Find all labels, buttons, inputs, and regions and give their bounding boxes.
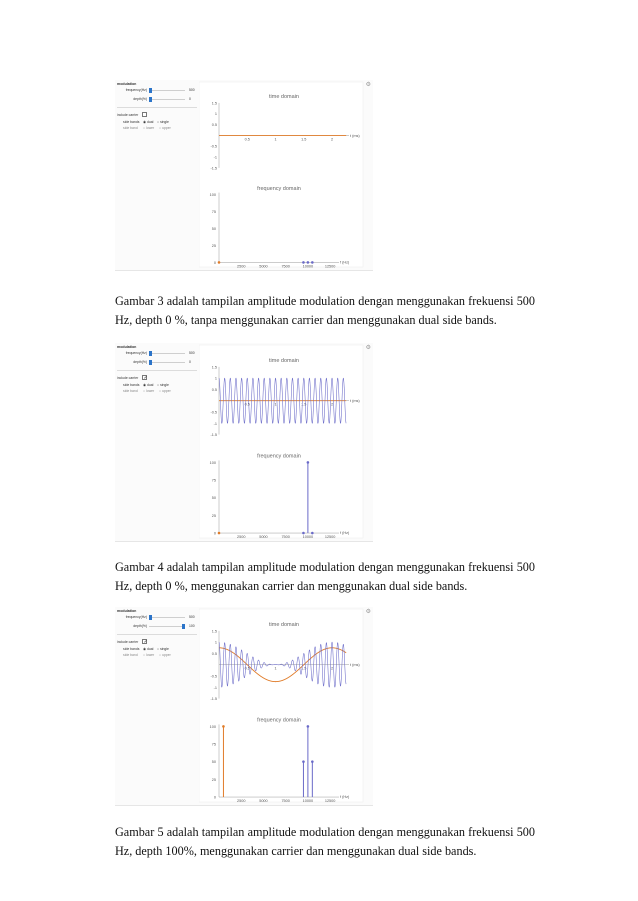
freq-x-tick-label: 12500: [324, 799, 336, 804]
plot-area: [199, 343, 373, 541]
plot-frame: [199, 82, 363, 267]
caption-figure-5: [115, 823, 535, 861]
frequency-row: [119, 351, 197, 356]
section-title: modulation: [117, 82, 137, 86]
frequency-row: [119, 615, 197, 620]
spectrum-stem-marker: [311, 760, 314, 763]
freq-y-tick-label: 25: [211, 513, 216, 518]
freq-x-tick-label: 5000: [259, 535, 268, 540]
sideband-label: side band: [123, 389, 138, 393]
sidebands-label: side bands: [123, 120, 140, 124]
depth-slider-knob[interactable]: [182, 624, 185, 629]
freq-y-tick-label: 25: [211, 243, 216, 248]
time-y-tick-label: -0.5: [210, 674, 217, 679]
time-x-tick-label: 1.5: [301, 666, 307, 671]
freq-y-tick-label: 75: [211, 742, 216, 747]
depth-label: depth(%): [133, 624, 147, 628]
time-y-tick-label: 0.5: [211, 651, 217, 656]
freq-x-tick-label: 7500: [281, 535, 290, 540]
time-y-tick-label: -1: [213, 155, 217, 160]
depth-value: 0: [189, 360, 191, 364]
time-y-tick-label: -0.5: [210, 410, 217, 415]
spectrum-stem-marker: [218, 261, 221, 264]
spectrum-stem-marker: [218, 532, 221, 535]
depth-slider-track[interactable]: [149, 626, 185, 627]
freq-x-tick-label: 2500: [236, 535, 246, 540]
sideband-single-label: single: [160, 647, 169, 651]
caption-line-2: Hz, depth 100%, menggunakan carrier dan menggunakan dual side bands.: [115, 844, 477, 858]
spectrum-stem-marker: [311, 532, 314, 535]
time-y-tick-label: 1.5: [211, 629, 217, 634]
settings-gear-icon[interactable]: ⚙: [365, 344, 371, 351]
frequency-slider-knob[interactable]: [149, 88, 152, 93]
time-domain-title: time domain: [269, 94, 299, 101]
radio-unselected-icon: ○: [143, 389, 146, 393]
sideband-upper-label: upper: [162, 389, 171, 393]
freq-x-tick-label: 5000: [259, 799, 268, 804]
time-x-tick-label: 1.5: [301, 402, 307, 407]
sideband-lower-label: lower: [146, 126, 155, 130]
caption-line-2: Hz, depth 0 %, menggunakan carrier dan menggunakan dual side bands.: [115, 579, 468, 593]
radio-unselected-icon: ○: [143, 126, 146, 130]
depth-slider-track[interactable]: [149, 362, 185, 363]
time-domain-title: time domain: [269, 357, 299, 364]
time-x-tick-label: 2: [330, 666, 334, 671]
radio-unselected-icon: ○: [159, 126, 162, 130]
plot-area: [199, 607, 373, 805]
frequency-domain-title: frequency domain: [257, 453, 301, 460]
sideband-dual-label: dual: [146, 383, 154, 387]
freq-axis-label: f (Hz): [340, 795, 350, 800]
sideband-single-label: single: [160, 383, 169, 387]
figure-5-panel: [115, 607, 373, 806]
frequency-slider-track[interactable]: [149, 353, 185, 354]
caption-figure-4: [115, 558, 535, 596]
spectrum-stem-marker: [307, 461, 310, 464]
time-y-tick-label: 1: [214, 376, 217, 381]
include-carrier-label: include carrier: [117, 640, 139, 644]
settings-gear-icon[interactable]: ⚙: [365, 608, 371, 615]
sideband-lower-radio[interactable]: [143, 389, 154, 393]
spectrum-stem-marker: [302, 532, 305, 535]
radio-unselected-icon: ○: [157, 120, 160, 124]
depth-value: 0: [189, 97, 191, 101]
include-carrier-checkbox[interactable]: [142, 375, 147, 380]
freq-y-tick-label: 50: [211, 496, 216, 501]
sideband-dual-radio[interactable]: [143, 383, 153, 387]
sideband-label: side band: [123, 126, 138, 130]
freq-y-tick-label: 0: [213, 260, 216, 265]
time-y-tick-label: 1.5: [211, 101, 217, 106]
section-title: modulation: [117, 345, 137, 349]
sideband-upper-radio[interactable]: [159, 126, 171, 130]
divider: [117, 370, 197, 371]
plot-area: [199, 80, 373, 270]
time-y-tick-label: -1: [213, 685, 217, 690]
frequency-value: 500: [189, 88, 195, 92]
freq-y-tick-label: 25: [211, 777, 216, 782]
depth-label: depth(%): [133, 97, 147, 101]
radio-selected-icon: ◉: [143, 383, 146, 387]
checkmark-icon: ✓: [143, 375, 148, 381]
control-panel: [115, 607, 199, 805]
time-axis-label: t (ms): [350, 663, 360, 668]
sideband-single-radio[interactable]: [157, 647, 169, 651]
time-domain-title: time domain: [269, 621, 299, 628]
plots-svg: [199, 80, 373, 271]
include-carrier-checkbox[interactable]: [142, 112, 147, 117]
radio-unselected-icon: ○: [143, 653, 146, 657]
time-y-tick-label: 0.5: [211, 387, 217, 392]
figure-4-panel: [115, 343, 373, 542]
depth-slider-knob[interactable]: [149, 360, 152, 365]
frequency-slider-knob[interactable]: [149, 615, 152, 620]
spectrum-stem-marker: [307, 261, 310, 264]
frequency-domain-title: frequency domain: [257, 185, 301, 192]
freq-y-tick-label: 50: [211, 227, 216, 232]
radio-selected-icon: ◉: [143, 647, 146, 651]
freq-x-tick-label: 10000: [302, 799, 314, 804]
time-x-tick-label: 1: [274, 137, 277, 142]
frequency-value: 500: [189, 615, 195, 619]
spectrum-stem-marker: [222, 725, 225, 728]
settings-gear-icon[interactable]: ⚙: [365, 81, 371, 88]
include-carrier-label: include carrier: [117, 376, 139, 380]
time-x-tick-label: 1.5: [301, 137, 307, 142]
freq-y-tick-label: 75: [211, 478, 216, 483]
freq-y-tick-label: 50: [211, 760, 216, 765]
freq-axis-label: f (Hz): [340, 531, 350, 536]
frequency-domain-title: frequency domain: [257, 717, 301, 724]
freq-y-tick-label: 0: [213, 795, 216, 800]
control-panel: [115, 80, 199, 270]
time-x-tick-label: 0.5: [244, 137, 250, 142]
freq-y-tick-label: 0: [213, 531, 216, 536]
frequency-label: frequency(Hz): [125, 615, 147, 619]
radio-selected-icon: ◉: [143, 120, 146, 124]
time-y-tick-label: 1.5: [211, 365, 217, 370]
freq-x-tick-label: 7500: [281, 264, 290, 269]
sideband-lower-label: lower: [146, 653, 155, 657]
caption-figure-3: [115, 292, 535, 330]
sideband-dual-radio[interactable]: [143, 647, 153, 651]
frequency-slider-track[interactable]: [149, 617, 185, 618]
time-y-tick-label: -1.5: [210, 166, 217, 171]
depth-row: [119, 97, 197, 102]
sideband-upper-radio[interactable]: [159, 653, 171, 657]
time-x-tick-label: 2: [330, 402, 334, 407]
caption-line-1: Gambar 5 adalah tampilan amplitude modulation dengan menggunakan frekuensi 500: [115, 825, 535, 839]
figure-3-panel: [115, 80, 373, 271]
freq-x-tick-label: 2500: [236, 799, 246, 804]
freq-x-tick-label: 12500: [324, 264, 336, 269]
radio-unselected-icon: ○: [159, 653, 162, 657]
frequency-row: [119, 88, 197, 93]
plots-svg: [199, 607, 373, 806]
radio-unselected-icon: ○: [157, 383, 160, 387]
sideband-upper-label: upper: [162, 653, 171, 657]
freq-y-tick-label: 100: [209, 724, 216, 729]
depth-label: depth(%): [133, 360, 147, 364]
freq-y-tick-label: 75: [211, 210, 216, 215]
radio-unselected-icon: ○: [157, 647, 160, 651]
time-x-tick-label: 1: [274, 666, 277, 671]
spectrum-stem-marker: [302, 261, 305, 264]
sideband-upper-label: upper: [162, 126, 171, 130]
spectrum-stem-marker: [302, 760, 305, 763]
sideband-lower-radio[interactable]: [143, 653, 154, 657]
sideband-lower-label: lower: [146, 389, 155, 393]
depth-row: [119, 360, 197, 365]
sideband-label: side band: [123, 653, 138, 657]
radio-unselected-icon: ○: [159, 389, 162, 393]
spectrum-stem-marker: [311, 261, 314, 264]
freq-y-tick-label: 100: [209, 193, 216, 198]
sidebands-label: side bands: [123, 647, 140, 651]
freq-axis-label: f (Hz): [340, 260, 350, 265]
sideband-lower-radio[interactable]: [143, 126, 154, 130]
sideband-single-label: single: [160, 120, 169, 124]
spectrum-stem-marker: [307, 725, 310, 728]
plot-frame: [199, 345, 363, 538]
time-y-tick-label: -1.5: [210, 697, 217, 702]
time-axis-label: t (ms): [350, 399, 360, 404]
sideband-single-radio[interactable]: [157, 383, 169, 387]
freq-x-tick-label: 2500: [236, 264, 246, 269]
include-carrier-checkbox[interactable]: [142, 639, 147, 644]
sideband-dual-label: dual: [146, 120, 154, 124]
time-x-tick-label: 0.5: [244, 666, 250, 671]
caption-line-1: Gambar 4 adalah tampilan amplitude modulation dengan menggunakan frekuensi 500: [115, 560, 535, 574]
depth-slider-track[interactable]: [149, 99, 185, 100]
caption-line-1: Gambar 3 adalah tampilan amplitude modulation dengan menggunakan frekuensi 500: [115, 294, 535, 308]
freq-x-tick-label: 5000: [259, 264, 268, 269]
caption-line-2: Hz, depth 0 %, tanpa menggunakan carrier dan menggunakan dual side bands.: [115, 313, 497, 327]
include-carrier-label: include carrier: [117, 113, 139, 117]
control-panel: [115, 343, 199, 541]
time-y-tick-label: -1.5: [210, 433, 217, 438]
time-x-tick-label: 1: [274, 402, 277, 407]
depth-value: 100: [189, 624, 195, 628]
time-y-tick-label: -1: [213, 421, 217, 426]
frequency-slider-track[interactable]: [149, 90, 185, 91]
time-y-tick-label: 1: [214, 112, 217, 117]
frequency-value: 500: [189, 351, 195, 355]
sideband-upper-radio[interactable]: [159, 389, 171, 393]
frequency-label: frequency(Hz): [125, 351, 147, 355]
depth-slider-knob[interactable]: [149, 97, 152, 102]
freq-x-tick-label: 10000: [302, 535, 314, 540]
freq-y-tick-label: 100: [209, 460, 216, 465]
time-axis-label: t (ms): [350, 133, 360, 138]
freq-x-tick-label: 10000: [302, 264, 314, 269]
time-x-tick-label: 2: [330, 137, 334, 142]
sidebands-label: side bands: [123, 383, 140, 387]
plots-svg: [199, 343, 373, 542]
divider: [117, 107, 197, 108]
freq-x-tick-label: 12500: [324, 535, 336, 540]
section-title: modulation: [117, 609, 137, 613]
frequency-slider-knob[interactable]: [149, 351, 152, 356]
sideband-single-radio[interactable]: [157, 120, 169, 124]
time-y-tick-label: 1: [214, 640, 217, 645]
time-y-tick-label: -0.5: [210, 144, 217, 149]
frequency-label: frequency(Hz): [125, 88, 147, 92]
time-y-tick-label: 0.5: [211, 123, 217, 128]
sideband-dual-radio[interactable]: [143, 120, 153, 124]
sideband-dual-label: dual: [146, 647, 154, 651]
freq-x-tick-label: 7500: [281, 799, 290, 804]
time-x-tick-label: 0.5: [244, 402, 250, 407]
depth-row: [119, 624, 197, 629]
divider: [117, 634, 197, 635]
checkmark-icon: ✓: [143, 639, 148, 645]
